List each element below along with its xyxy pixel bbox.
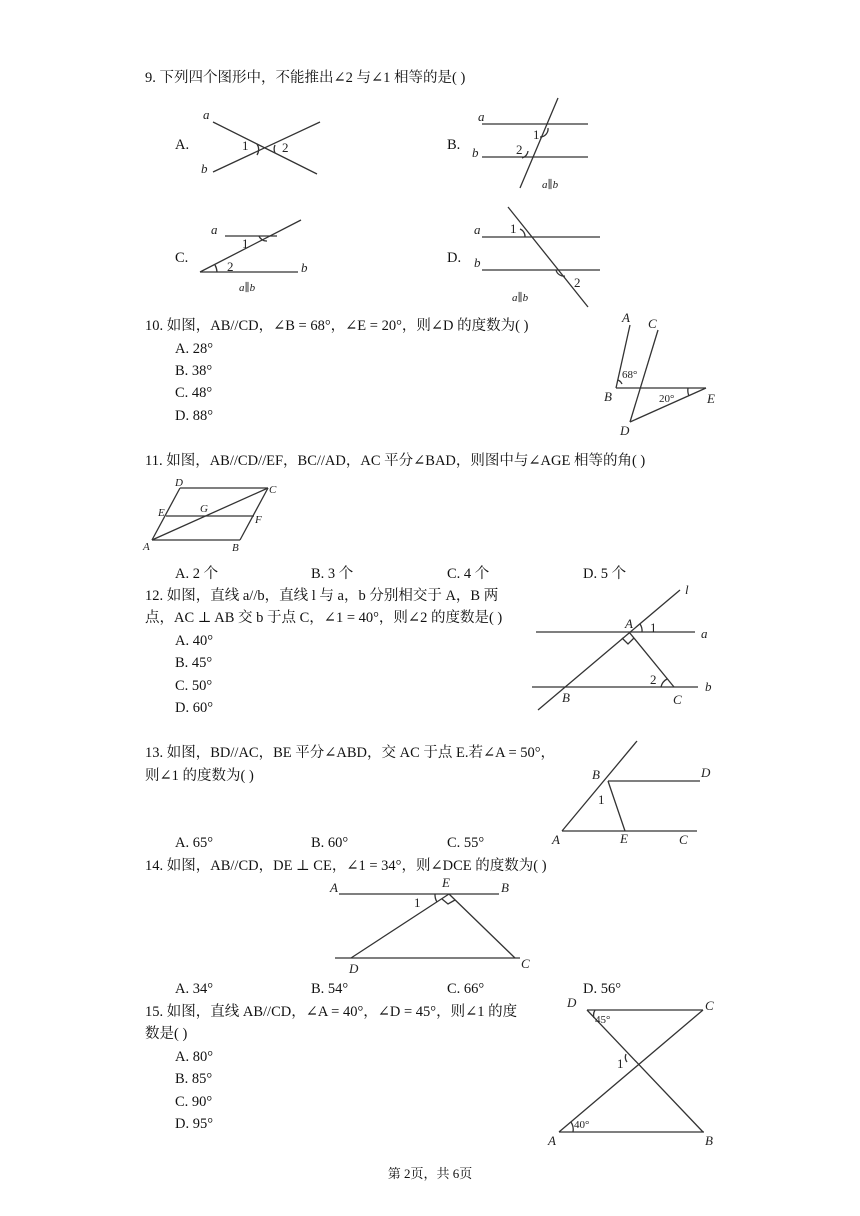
- q10-option-a: A. 28°: [175, 341, 214, 357]
- q9-option-b: B.: [447, 137, 461, 153]
- svg-text:D: D: [620, 423, 630, 438]
- page-footer: 第 2页，共 6页: [387, 1166, 473, 1181]
- svg-text:b: b: [301, 260, 308, 275]
- svg-text:b: b: [472, 145, 479, 160]
- q9-option-d: D.: [447, 250, 462, 266]
- q13-option-b: B. 60°: [311, 835, 349, 851]
- q15-option-d: D. 95°: [175, 1116, 214, 1132]
- q14-option-c: C. 66°: [447, 981, 485, 997]
- svg-text:E: E: [158, 507, 165, 519]
- svg-text:D: D: [175, 477, 183, 489]
- q13-option-a: A. 65°: [175, 835, 214, 851]
- q11-option-c: C. 4 个: [447, 566, 490, 582]
- q9-stem: 9. 下列四个图形中，不能推出∠2 与∠1 相等的是( ): [145, 70, 466, 86]
- q11-option-a: A. 2 个: [175, 566, 219, 582]
- svg-text:A: A: [330, 880, 338, 895]
- svg-text:a: a: [474, 222, 481, 237]
- q12-option-b: B. 45°: [175, 655, 213, 671]
- svg-text:C: C: [521, 956, 530, 971]
- svg-text:A: A: [622, 310, 630, 325]
- q11-figure: [140, 474, 285, 554]
- svg-text:B: B: [604, 389, 612, 404]
- svg-text:a: a: [701, 626, 708, 641]
- q15-option-a: A. 80°: [175, 1049, 214, 1065]
- q9-option-c: C.: [175, 250, 189, 266]
- q15-stem-line1: 15. 如图，直线 AB//CD，∠A = 40°，∠D = 45°，则∠1 的度: [145, 1004, 518, 1020]
- svg-text:G: G: [200, 503, 208, 515]
- svg-text:C: C: [269, 484, 277, 496]
- q12-option-d: D. 60°: [175, 700, 214, 716]
- svg-text:20°: 20°: [659, 393, 675, 405]
- svg-text:2: 2: [516, 142, 523, 157]
- q15-option-c: C. 90°: [175, 1094, 213, 1110]
- svg-text:C: C: [648, 316, 657, 331]
- q9-figure-d: [470, 203, 605, 311]
- svg-text:1: 1: [533, 127, 540, 142]
- q11-stem: 11. 如图，AB//CD//EF，BC//AD，AC 平分∠BAD，则图中与∠AGE 相等的角( ): [145, 453, 646, 469]
- svg-text:1: 1: [242, 138, 249, 153]
- q9-option-a: A.: [175, 137, 190, 153]
- q14-option-b: B. 54°: [311, 981, 349, 997]
- svg-text:D: D: [349, 961, 359, 976]
- q14-figure: [325, 872, 540, 982]
- svg-text:l: l: [685, 582, 689, 597]
- svg-text:2: 2: [282, 140, 289, 155]
- q14-stem: 14. 如图，AB//CD，DE ⊥ CE，∠1 = 34°，则∠DCE 的度数为( ): [145, 858, 547, 874]
- svg-text:B: B: [562, 690, 570, 705]
- q9-figure-b: [470, 95, 595, 195]
- svg-text:40°: 40°: [574, 1119, 590, 1131]
- svg-text:A: A: [143, 541, 150, 553]
- svg-text:b: b: [474, 255, 481, 270]
- svg-text:B: B: [592, 767, 600, 782]
- svg-text:45°: 45°: [595, 1014, 611, 1026]
- q12-option-a: A. 40°: [175, 633, 214, 649]
- svg-text:C: C: [673, 692, 682, 707]
- q10-stem: 10. 如图，AB//CD，∠B = 68°，∠E = 20°，则∠D 的度数为( ): [145, 318, 529, 334]
- svg-text:2: 2: [574, 275, 581, 290]
- q10-figure: [600, 310, 725, 440]
- svg-text:B: B: [232, 542, 239, 554]
- svg-text:1: 1: [414, 895, 421, 910]
- svg-text:1: 1: [650, 620, 657, 635]
- svg-text:a: a: [478, 109, 485, 124]
- svg-text:b: b: [705, 679, 712, 694]
- svg-text:E: E: [620, 831, 628, 846]
- svg-text:D: D: [567, 995, 577, 1010]
- svg-text:2: 2: [227, 259, 234, 274]
- svg-text:1: 1: [598, 792, 605, 807]
- svg-text:A: A: [548, 1133, 556, 1148]
- q10-option-d: D. 88°: [175, 408, 214, 424]
- svg-text:C: C: [705, 998, 714, 1013]
- svg-text:D: D: [701, 765, 711, 780]
- svg-text:b: b: [201, 161, 208, 176]
- svg-text:B: B: [705, 1133, 713, 1148]
- svg-text:C: C: [679, 832, 688, 847]
- svg-text:E: E: [442, 875, 450, 890]
- svg-text:2: 2: [650, 672, 657, 687]
- svg-text:a: a: [211, 222, 218, 237]
- q13-option-c: C. 55°: [447, 835, 485, 851]
- svg-text:a: a: [203, 107, 210, 122]
- q10-option-c: C. 48°: [175, 385, 213, 401]
- svg-text:B: B: [501, 880, 509, 895]
- q9-figure-a: [195, 100, 330, 185]
- svg-text:a∥b: a∥b: [239, 282, 256, 294]
- q15-stem-line2: 数是( ): [145, 1026, 188, 1042]
- q13-figure: [545, 735, 725, 850]
- svg-text:A: A: [625, 616, 633, 631]
- q12-stem-line2: 点，AC ⊥ AB 交 b 于点 C，∠1 = 40°，则∠2 的度数是( ): [145, 610, 503, 626]
- q13-stem-line1: 13. 如图，BD//AC，BE 平分∠ABD，交 AC 于点 E.若∠A = 50°，: [145, 745, 556, 761]
- q15-figure: [540, 993, 730, 1153]
- q12-figure: [530, 580, 730, 715]
- svg-text:1: 1: [510, 221, 517, 236]
- svg-text:1: 1: [242, 236, 249, 251]
- svg-text:F: F: [255, 514, 262, 526]
- svg-text:a∥b: a∥b: [542, 179, 559, 191]
- svg-text:1: 1: [617, 1056, 624, 1071]
- svg-text:a∥b: a∥b: [512, 292, 529, 304]
- q11-option-d: D. 5 个: [583, 566, 627, 582]
- q13-stem-line2: 则∠1 的度数为( ): [145, 768, 254, 784]
- q11-option-b: B. 3 个: [311, 566, 354, 582]
- q15-option-b: B. 85°: [175, 1071, 213, 1087]
- q10-option-b: B. 38°: [175, 363, 213, 379]
- svg-text:68°: 68°: [622, 369, 638, 381]
- svg-text:E: E: [707, 391, 715, 406]
- q12-option-c: C. 50°: [175, 678, 213, 694]
- q12-stem-line1: 12. 如图，直线 a//b，直线 l 与 a，b 分别相交于 A，B 两: [145, 588, 499, 604]
- q14-option-d: D. 56°: [583, 981, 622, 997]
- q9-figure-c: [195, 212, 315, 297]
- q14-option-a: A. 34°: [175, 981, 214, 997]
- svg-text:A: A: [552, 832, 560, 847]
